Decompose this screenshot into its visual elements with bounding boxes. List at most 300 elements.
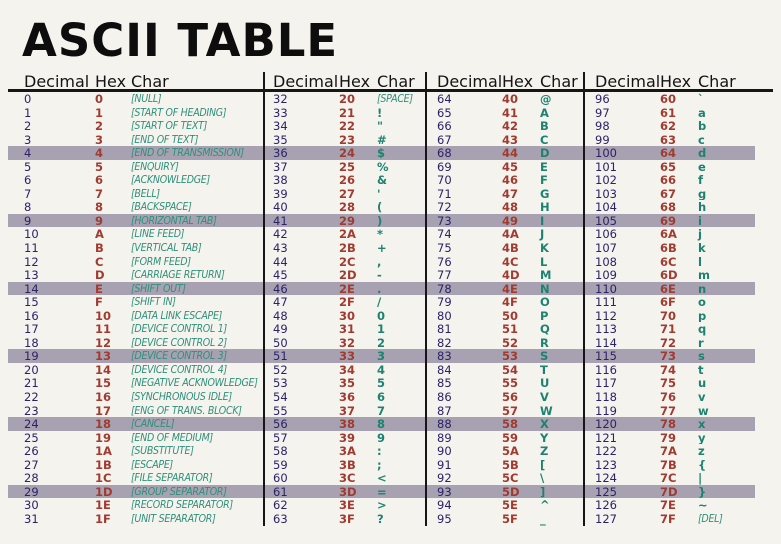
cell-decimal: 48 [273,308,288,323]
cell-hex: 29 [339,213,356,228]
cell-hex: 25 [339,159,356,174]
cell-decimal: 68 [437,146,452,160]
cell-char-control-name: [ENG OF TRANS. BLOCK] [131,404,242,417]
cell-char: m [698,268,710,282]
cell-hex: 3B [339,457,356,472]
cell-hex: 7E [660,498,676,512]
cell-decimal: 105 [595,213,617,228]
cell-char: I [540,213,545,228]
table-row [265,133,425,147]
cell-decimal: 18 [24,335,39,350]
cell-char: q [698,322,707,336]
cell-hex: 10 [95,308,112,323]
cell-hex: 49 [502,213,519,228]
table-row-highlighted [265,214,425,228]
cell-decimal: 74 [437,227,452,242]
table-row [585,458,755,472]
cell-hex: 4E [502,281,518,296]
cell-decimal: 38 [273,173,288,187]
cell-hex: A [95,227,104,242]
cell-decimal: 120 [595,417,617,431]
cell-decimal: 89 [437,430,452,445]
column-header-hex: Hex [339,72,371,91]
cell-char: _ [540,511,546,526]
cell-hex: 4 [95,146,104,160]
cell-char-control-name: [START OF HEADING] [131,106,227,119]
cell-char: ~ [698,498,708,512]
cell-char: T [540,362,548,377]
table-row [585,322,755,336]
table-row [8,390,263,404]
cell-char-control-name: [DEVICE CONTROL 2] [131,336,227,349]
cell-decimal: 102 [595,173,617,187]
cell-char-control-name: [END OF TEXT] [131,133,199,146]
table-row [265,498,425,512]
cell-decimal: 11 [24,241,39,255]
table-row [265,241,425,255]
cell-decimal: 0 [24,92,32,106]
cell-char: x [698,417,706,431]
cell-decimal: 33 [273,105,288,120]
cell-hex: 6E [660,281,676,296]
cell-decimal: 3 [24,132,32,147]
table-row [265,512,425,526]
cell-char: { [698,457,707,472]
table-row [265,92,425,106]
table-row [585,241,755,255]
cell-hex: 7A [660,444,677,458]
cell-hex: 4A [502,227,519,242]
table-row [8,187,263,201]
cell-decimal: 122 [595,444,617,458]
cell-hex: 28 [339,200,356,214]
cell-hex: 41 [502,105,519,120]
cell-char: s [698,349,705,363]
cell-hex: 33 [339,349,356,363]
cell-hex: 51 [502,322,519,336]
column-header-row [265,72,425,92]
cell-char-control-name: [BACKSPACE] [131,201,192,214]
table-row [8,106,263,120]
cell-char: 1 [377,322,386,336]
cell-hex: 1E [95,498,111,512]
table-row [8,336,263,350]
cell-char: M [540,268,552,282]
cell-hex: 56 [502,390,519,404]
table-row [427,336,583,350]
cell-char: H [540,200,550,214]
table-row [8,404,263,418]
table-row-highlighted [8,349,263,363]
cell-char: n [698,281,707,296]
cell-hex: 9 [95,213,104,228]
table-row [427,431,583,445]
cell-decimal: 15 [24,295,39,309]
cell-char: o [698,295,706,309]
cell-decimal: 31 [24,511,39,526]
cell-decimal: 63 [273,511,288,526]
table-row-highlighted [8,485,263,499]
cell-char: $ [377,146,386,160]
table-row-highlighted [585,417,755,431]
cell-hex: 44 [502,146,519,160]
table-row-highlighted [265,485,425,499]
cell-decimal: 82 [437,335,452,350]
cell-decimal: 24 [24,417,39,431]
cell-char-control-name: [SUBSTITUTE] [131,445,194,458]
cell-hex: 5 [95,159,104,174]
cell-decimal: 99 [595,132,610,147]
cell-decimal: 54 [273,390,288,404]
cell-hex: C [95,254,104,269]
table-row [8,376,263,390]
cell-char-control-name: [HORIZONTAL TAB] [131,214,217,227]
cell-hex: 1A [95,444,112,458]
cell-char: L [540,254,548,269]
table-row [8,363,263,377]
cell-char-control-name: [FORM FEED] [131,255,191,268]
cell-decimal: 115 [595,349,617,363]
cell-char-control-name: [CANCEL] [131,418,175,431]
cell-decimal: 14 [24,281,39,296]
cell-char: , [377,254,382,269]
cell-hex: 0 [95,92,104,106]
cell-decimal: 4 [24,146,32,160]
cell-decimal: 21 [24,376,39,391]
cell-decimal: 47 [273,295,288,309]
cell-char: u [698,376,707,391]
cell-char: + [377,241,387,255]
page-title: ASCII TABLE [22,14,339,67]
cell-decimal: 71 [437,186,452,201]
table-row [585,119,755,133]
cell-char: / [377,295,382,309]
cell-char: } [698,484,707,499]
table-row [265,255,425,269]
cell-char: = [377,484,387,499]
cell-char: 0 [377,308,386,323]
cell-hex: 31 [339,322,356,336]
cell-decimal: 57 [273,430,288,445]
table-rows [8,92,263,526]
cell-char: V [540,390,549,404]
cell-decimal: 36 [273,146,288,160]
cell-char: X [540,417,549,431]
cell-decimal: 76 [437,254,452,269]
cell-decimal: 20 [24,362,39,377]
cell-char-control-name: [END OF MEDIUM] [131,431,213,444]
cell-char: f [698,173,704,187]
cell-char: S [540,349,549,363]
table-row [8,309,263,323]
table-row [265,106,425,120]
cell-char: > [377,498,387,512]
cell-hex: 70 [660,308,677,323]
cell-hex: 34 [339,362,356,377]
table-row-highlighted [585,349,755,363]
table-row [8,160,263,174]
table-row [585,227,755,241]
cell-decimal: 43 [273,241,288,255]
cell-hex: 54 [502,362,519,377]
cell-hex: 32 [339,335,356,350]
cell-decimal: 94 [437,498,452,512]
cell-hex: 12 [95,335,112,350]
column-header-decimal: Decimal [595,72,661,91]
table-row [427,390,583,404]
cell-char: P [540,308,549,323]
table-row [265,268,425,282]
cell-decimal: 112 [595,308,617,323]
table-row [585,92,755,106]
cell-char-control-name: [CARRIAGE RETURN] [131,269,225,282]
cell-decimal: 25 [24,430,39,445]
cell-hex: 6F [660,295,676,309]
cell-char: < [377,471,387,485]
cell-hex: 78 [660,417,677,431]
cell-decimal: 84 [437,362,452,377]
cell-hex: 13 [95,349,112,363]
cell-char-control-name: [DEL] [698,512,723,525]
table-row-highlighted [427,349,583,363]
cell-hex: 61 [660,105,677,120]
table-row [8,255,263,269]
cell-decimal: 121 [595,430,617,445]
cell-decimal: 88 [437,417,452,431]
cell-decimal: 97 [595,105,610,120]
cell-decimal: 69 [437,159,452,174]
cell-char: C [540,132,549,147]
cell-char-control-name: [DEVICE CONTROL 4] [131,363,227,376]
cell-hex: F [95,295,103,309]
cell-hex: 45 [502,159,519,174]
cell-char: @ [540,92,552,106]
cell-decimal: 13 [24,268,39,282]
cell-decimal: 127 [595,511,617,526]
table-row-highlighted [265,349,425,363]
table-row-highlighted [427,417,583,431]
cell-decimal: 93 [437,484,452,499]
cell-decimal: 86 [437,390,452,404]
cell-char: y [698,430,706,445]
column-header-char: Char [131,72,169,91]
table-row [585,173,755,187]
cell-hex: 2C [339,254,356,269]
cell-hex: 36 [339,390,356,404]
cell-hex: 40 [502,92,519,106]
cell-char: r [698,335,704,350]
table-row [265,471,425,485]
cell-char: ] [540,484,546,499]
table-row [427,160,583,174]
cell-hex: 4B [502,241,519,255]
cell-hex: 37 [339,403,356,418]
table-row [8,92,263,106]
cell-decimal: 1 [24,105,32,120]
table-row-highlighted [427,485,583,499]
column-header-row [585,72,773,92]
cell-hex: 50 [502,308,519,323]
table-row [585,160,755,174]
cell-char: O [540,295,550,309]
table-row [427,295,583,309]
cell-decimal: 40 [273,200,288,214]
cell-decimal: 91 [437,457,452,472]
cell-hex: 30 [339,308,356,323]
cell-hex: 2F [339,295,355,309]
table-row [585,376,755,390]
table-row [427,173,583,187]
table-row [8,444,263,458]
cell-decimal: 75 [437,241,452,255]
cell-hex: 7B [660,457,677,472]
cell-decimal: 22 [24,390,39,404]
table-row [265,173,425,187]
cell-decimal: 59 [273,457,288,472]
cell-char: Z [540,444,549,458]
cell-char: 4 [377,362,386,377]
cell-char: c [698,132,705,147]
cell-decimal: 107 [595,241,617,255]
cell-decimal: 95 [437,511,452,526]
cell-char: % [377,159,389,174]
cell-char: D [540,146,550,160]
cell-hex: 7C [660,471,677,485]
table-row [585,390,755,404]
cell-hex: 2 [95,119,104,133]
cell-char-control-name: [NULL] [131,93,162,105]
cell-decimal: 2 [24,119,32,133]
table-row [265,187,425,201]
table-row [585,512,755,526]
table-row [427,376,583,390]
cell-decimal: 126 [595,498,617,512]
table-row [585,133,755,147]
table-row [265,458,425,472]
column-header-hex: Hex [660,72,692,91]
table-row [8,268,263,282]
cell-char: v [698,390,706,404]
cell-hex: 1D [95,484,113,499]
table-row-highlighted [8,214,263,228]
cell-char: z [698,444,705,458]
table-row [427,92,583,106]
cell-hex: 65 [660,159,677,174]
cell-decimal: 10 [24,227,39,242]
column-header-char: Char [698,72,736,91]
cell-char: \ [540,471,545,485]
cell-decimal: 64 [437,92,452,106]
cell-decimal: 28 [24,471,39,485]
cell-hex: 7F [660,511,676,526]
table-row [585,309,755,323]
cell-char-control-name: [SHIFT OUT] [131,282,186,295]
column-header-decimal: Decimal [437,72,503,91]
cell-hex: 77 [660,403,677,418]
cell-decimal: 87 [437,403,452,418]
cell-decimal: 6 [24,173,32,187]
cell-decimal: 62 [273,498,288,512]
cell-hex: 19 [95,430,112,445]
cell-char-control-name: [ESCAPE] [131,458,173,471]
table-row [265,404,425,418]
table-row [427,458,583,472]
cell-char: Q [540,322,550,336]
cell-char: d [698,146,707,160]
cell-char-control-name: [LINE FEED] [131,228,185,241]
cell-decimal: 16 [24,308,39,323]
cell-hex: 3A [339,444,356,458]
cell-decimal: 41 [273,213,288,228]
cell-hex: 6 [95,173,104,187]
cell-hex: 53 [502,349,519,363]
cell-hex: 55 [502,376,519,391]
cell-char: t [698,362,704,377]
cell-hex: 17 [95,403,112,418]
cell-hex: 6A [660,227,677,242]
cell-decimal: 78 [437,281,452,296]
table-row [585,363,755,377]
cell-char: l [698,254,702,269]
cell-char-control-name: [ENQUIRY] [131,160,179,173]
cell-char: B [540,119,549,133]
cell-hex: 39 [339,430,356,445]
cell-hex: 27 [339,186,356,201]
cell-char: : [377,444,382,458]
cell-hex: 57 [502,403,519,418]
cell-char: p [698,308,707,323]
cell-char: A [540,105,549,120]
cell-hex: 3F [339,511,355,526]
cell-decimal: 100 [595,146,617,160]
cell-hex: 1 [95,105,104,120]
cell-hex: 3 [95,132,104,147]
table-row [265,322,425,336]
table-group-96-127 [585,72,773,526]
cell-decimal: 118 [595,390,617,404]
table-row [427,241,583,255]
cell-hex: 5A [502,444,519,458]
cell-hex: 11 [95,322,112,336]
table-row [8,119,263,133]
cell-char: ) [377,213,383,228]
cell-char: G [540,186,550,201]
cell-hex: 14 [95,362,112,377]
cell-char: j [698,227,702,242]
cell-hex: 5C [502,471,519,485]
table-row [585,498,755,512]
cell-hex: 75 [660,376,677,391]
cell-decimal: 32 [273,92,288,106]
cell-decimal: 67 [437,132,452,147]
cell-hex: 5E [502,498,518,512]
table-row [585,200,755,214]
cell-char: h [698,200,707,214]
cell-hex: 52 [502,335,519,350]
cell-char: E [540,159,548,174]
cell-decimal: 5 [24,159,32,174]
table-row [585,268,755,282]
table-group-32-63 [265,72,425,526]
column-header-char: Char [377,72,415,91]
cell-decimal: 96 [595,92,610,106]
cell-decimal: 53 [273,376,288,391]
cell-char: ` [698,92,704,106]
table-row [585,255,755,269]
cell-char: ' [377,186,381,201]
cell-hex: 1F [95,511,111,526]
cell-hex: 46 [502,173,519,187]
